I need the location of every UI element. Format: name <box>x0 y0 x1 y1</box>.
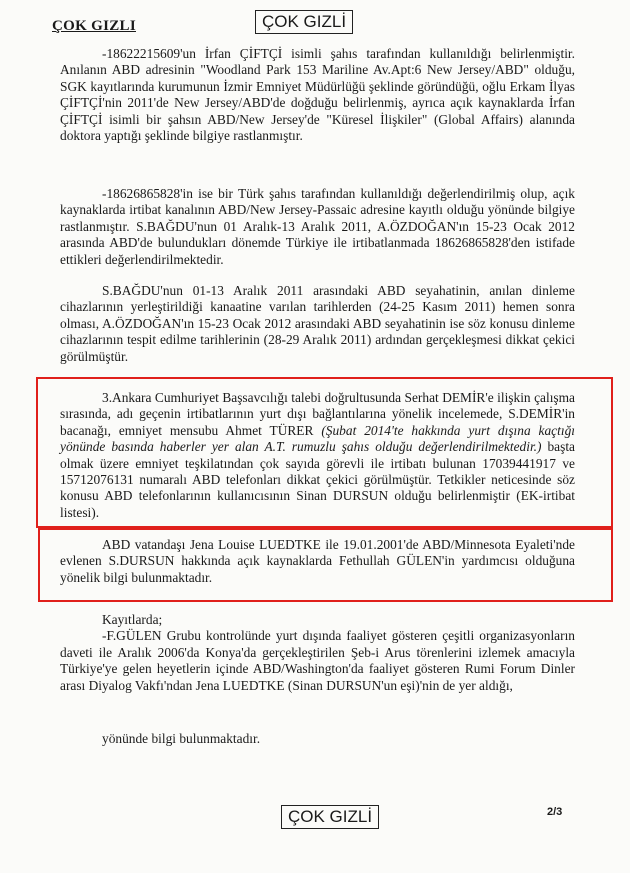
paragraph-4-part-a: 3.Ankara Cumhuriyet Başsavcılığı talebi doğrultusunda Serhat DEMİR'e ilişkin çalışma sırasında, adı geçenin irtibatlarının yurt dışı bağlantılarına yönelik incelemede, S.DEMİR'in bacanağı, emniyet mensubu Ahmet TÜRER <box>60 390 575 438</box>
paragraph-6 <box>60 612 575 694</box>
paragraph-4-text <box>60 390 575 521</box>
paragraph-6-text: -F.GÜLEN Grubu kontrolünde yurt dışında faaliyet gösteren çeşitli organizasyonların daveti ile Aralık 2006'da Konya'da gerçekleştirilen Şeb-i Arus törenlerini izlemek amacıyla Türkiye'ye gelen heyetlerin içinde ABD/Washington'da faaliyet gösteren Rumi Forum Dinler arası Diyalog Vakfı'ndan Jena LUEDTKE (Sinan DURSUN'un eşi)'nin de yer aldığı, <box>60 628 575 693</box>
paragraph-4-part-b: başta olmak üzere emniyet teşkilatından çok sayıda görevli ile irtibatı bulunan 17039441917 ve 15712076131 numaralı ABD telefonları dikkat çekici görülmüştür. Tetkikler neticesinde söz konusu ABD telefonlarının kullanıcısının Sinan DURSUN olduğu belirlenmiştir (EK-irtibat listesi). <box>60 439 575 520</box>
classification-header: ÇOK GIZLI <box>52 18 136 34</box>
classification-stamp-top: ÇOK GIZLİ <box>255 10 353 34</box>
paragraph-4 <box>60 390 575 521</box>
page-number: 2/3 <box>547 806 563 818</box>
paragraph-2 <box>60 186 575 268</box>
paragraph-3 <box>60 283 575 365</box>
classification-stamp-bottom: ÇOK GIZLİ <box>281 805 379 829</box>
paragraph-3-text: S.BAĞDU'nun 01-13 Aralık 2011 arasındaki ABD seyahatinin, anılan dinleme cihazlarının yerleştirildiği kanaatine varılan tarihlerden (24-25 Kasım 2011) hemen sonra olması, A.ÖZDOĞAN'ın 15-23 Ocak 2012 arasındaki ABD seyahatinin ise söz konusu dinleme cihazlarının tespit edilme tarihlerinin (28-29 Aralık 2011) ardından gerçekleşmesi dikkat çekici görülmüştür. <box>60 283 575 364</box>
records-label: Kayıtlarda; <box>102 612 163 627</box>
paragraph-2-text: -18626865828'in ise bir Türk şahıs tarafından kullanıldığı değerlendirilmiş olup, açık kaynaklarda irtibat kanalının ABD/New Jersey-Passaic adresine kayıtlı olduğu yönünde bilgiye rastlanmıştır. S.BAĞDU'nun 01 Aralık-13 Aralık 2011, A.ÖZDOĞAN'ın 15-23 Ocak 2012 arasında ABD'de bulundukları dönemde Türkiye ile irtibatlanmada 18626865828'den istifade ettikleri değerlendirilmektedir. <box>60 186 575 267</box>
paragraph-4-italic-note: (Şubat 2014'te hakkında yurt dışına kaçtığı yönünde basında haberler yer alan A.T. rumuzlu şahıs olduğu değerlendirilmektedir.) <box>60 422 575 455</box>
paragraph-5-text: ABD vatandaşı Jena Louise LUEDTKE ile 19.01.2001'de ABD/Minnesota Eyaleti'nde evlenen S.DURSUN hakkında açık kaynaklarda Fethullah GÜLEN'in yardımcısı olduğuna yönelik bilgi bulunmaktadır. <box>60 537 575 585</box>
paragraph-1-text: -18622215609'un İrfan ÇİFTÇİ isimli şahıs tarafından kullanıldığı belirlenmiştir. Anılanın ABD adresinin "Woodland Park 153 Mariline Av.Apt:6 New Jersey/ABD" olduğu, SGK kayıtlarında kurumunun İzmir Emniyet Müdürlüğü şeklinde göründüğü, oğlu Erkam İlyas ÇİFTÇİ'nin 2011'de New Jersey/ABD'de doğduğu belirlenmiş, ayrıca açık kaynaklarda İrfan ÇİFTÇİ isimli bir şahsın ABD/New Jersey'de "Küresel İlişkiler" (Global Affairs) alanında doktora yaptığı şeklinde bilgiye rastlanmıştır. <box>60 46 575 144</box>
paragraph-1 <box>60 46 575 144</box>
paragraph-7-text: yönünde bilgi bulunmaktadır. <box>102 731 261 746</box>
paragraph-7 <box>60 731 575 747</box>
paragraph-5 <box>60 537 575 586</box>
